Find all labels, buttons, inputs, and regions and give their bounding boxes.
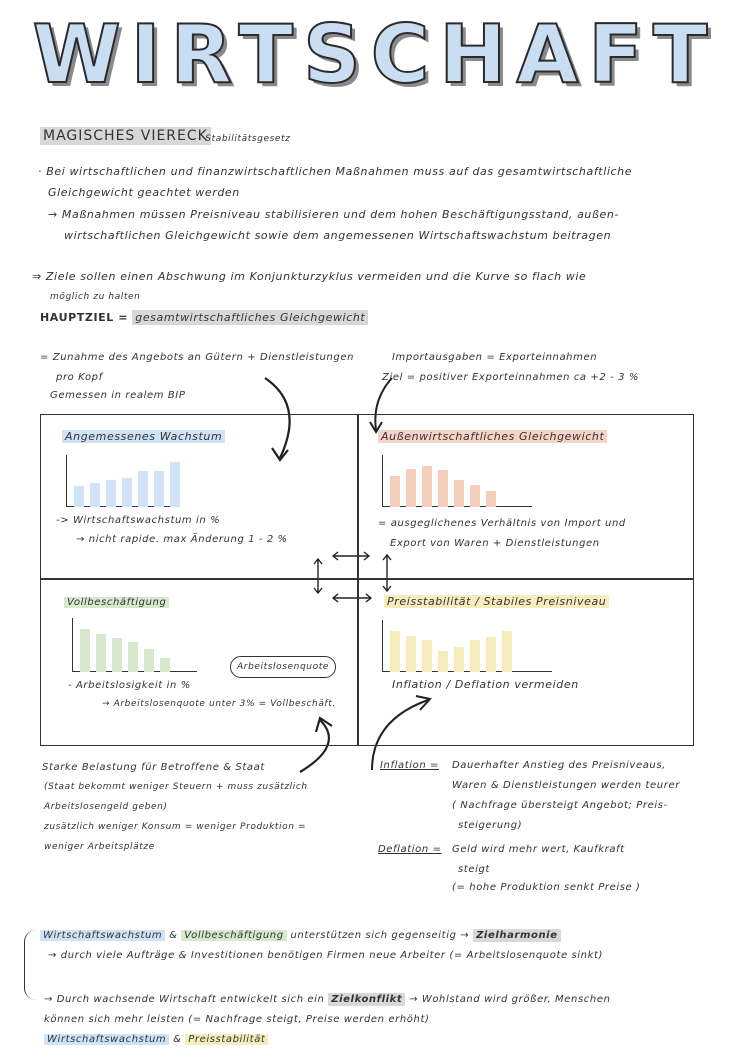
goal-harmony: Zielharmonie [473,929,561,942]
inflation-line: steigerung) [458,820,523,831]
chart-growth [66,455,176,507]
quadrant-line: Inflation / Deflation vermeiden [392,678,579,691]
quadrant-title-growth [62,430,225,443]
chart-bar [122,478,132,507]
quadrant-line: Export von Waren + Dienstleistungen [390,538,600,549]
grid-divider-horizontal [40,578,694,580]
ampersand: & [169,930,178,941]
quadrant-title-trade [378,430,607,443]
goal-conflict: Zielkonflikt [328,993,405,1006]
chart-bar [112,638,122,672]
chart-bar [406,469,416,507]
quadrant-title-text: Außenwirtschaftliches Gleichgewicht [378,430,607,443]
term-employment: Vollbeschäftigung [181,930,286,941]
trade-note: Importausgaben = Exporteinnahmen [392,352,598,363]
quadrant-title-employment [64,597,169,608]
term-growth: Wirtschaftswachstum [40,930,165,941]
bottom-line-5 [44,1034,268,1045]
intro-line: · Bei wirtschaftlichen und finanzwirtschaftlichen Maßnahmen muss auf das gesamtwirtschaftliche [38,165,633,178]
chart-bar [170,462,180,507]
growth-note: = Zunahme des Angebots an Gütern + Dienstleistungen [40,352,355,363]
chart-bar [138,471,148,507]
relation-text: unterstützen sich gegenseitig → [290,930,470,941]
chart-bar [422,640,432,672]
chart-bar [486,491,496,507]
bottom-line-4: können sich mehr leisten (= Nachfrage steigt, Preise werden erhöht) [44,1014,430,1025]
main-goal-label: HAUPTZIEL = [40,311,129,324]
effects-line: zusätzlich weniger Konsum = weniger Produktion = [44,822,307,832]
chart-axis-y [382,620,383,672]
deflation-line: (= hohe Produktion senkt Preise ) [452,882,641,893]
chart-employment [72,618,197,672]
bottom-line-3 [44,994,611,1005]
deflation-label: Deflation = [378,844,442,855]
deflation-line: steigt [458,864,490,875]
page-title: WIRTSCHAFT [32,8,718,101]
chart-bar [390,476,400,507]
chart-axis-y [72,618,73,672]
term-prices: Preisstabilität [185,1034,268,1045]
chart-bar [106,480,116,507]
quadrant-line: → nicht rapide. max Änderung 1 - 2 % [76,534,288,545]
chart-trade [382,455,532,507]
intro-line: wirtschaftlichen Gleichgewicht sowie dem angemessenen Wirtschaftswachstum beitragen [64,229,612,242]
chart-bar [502,631,512,672]
quadrant-line: - Arbeitslosigkeit in % [68,680,191,691]
chart-bar [390,631,400,672]
growth-note: Gemessen in realem BIP [50,390,186,401]
chart-bar [454,480,464,507]
speech-bubble [230,656,336,678]
deflation-line: Geld wird mehr wert, Kaufkraft [452,844,625,855]
quadrant-title-text: Angemessenes Wachstum [62,430,225,443]
quadrant-line: → Arbeitslosenquote unter 3% = Vollbeschäft. [102,699,336,709]
intro-line: Gleichgewicht geachtet werden [48,186,240,199]
effects-line: Arbeitslosengeld geben) [44,802,168,812]
growth-note: pro Kopf [56,372,103,383]
chart-bar [438,470,448,507]
chart-bar [80,629,90,672]
intro-line: → Maßnahmen müssen Preisniveau stabilisieren und dem hohen Beschäftigungsstand, außen- [48,208,620,221]
chart-axis-y [66,455,67,507]
effects-line: weniger Arbeitsplätze [44,842,155,852]
chart-bar [454,647,464,672]
goals-line: möglich zu halten [50,292,141,302]
chart-bar [422,466,432,507]
bottom-line-1 [40,930,561,941]
inflation-line: Waren & Dienstleistungen werden teurer [452,780,680,791]
quadrant-line: = ausgeglichenes Verhältnis von Import und [378,518,626,529]
ampersand: & [173,1034,182,1045]
inflation-line: ( Nachfrage übersteigt Angebot; Preis- [452,800,668,811]
inflation-label: Inflation = [380,760,440,771]
chart-axis-y [382,455,383,507]
chart-bar [470,640,480,672]
inflation-line: Dauerhafter Anstieg des Preisniveaus, [452,760,666,771]
bubble-text: Arbeitslosenquote [237,662,329,672]
chart-bar [96,634,106,672]
quadrant-title-text: Preisstabilität / Stabiles Preisniveau [384,595,609,608]
chart-bar [406,636,416,672]
chart-prices [382,620,552,672]
chart-bar [144,649,154,672]
grid-divider-vertical [357,414,359,746]
bracket-icon [24,930,39,1000]
main-goal-value: gesamtwirtschaftliches Gleichgewicht [132,310,368,325]
bottom-line-2: → durch viele Aufträge & Investitionen benötigen Firmen neue Arbeiter (= Arbeitslosenquote sinkt) [48,950,604,961]
goals-line: ⇒ Ziele sollen einen Abschwung im Konjunkturzyklus vermeiden und die Kurve so flach wie [32,270,587,283]
quadrant-title-prices [384,595,609,608]
trade-note: Ziel = positiver Exporteinnahmen ca +2 - 3 % [382,372,639,383]
chart-bar [74,486,84,507]
effects-line: Starke Belastung für Betroffene & Staat [42,762,265,773]
term-growth: Wirtschaftswachstum [44,1034,169,1045]
chart-bar [154,471,164,507]
chart-bar [470,485,480,507]
relation-text: → Durch wachsende Wirtschaft entwickelt sich ein [44,994,325,1005]
chart-bar [128,642,138,672]
quadrant-title-text: Vollbeschäftigung [64,597,169,608]
chart-bar [90,483,100,507]
quadrant-line: -> Wirtschaftswachstum in % [56,515,221,526]
chart-bar [486,637,496,672]
effects-line: (Staat bekommt weniger Steuern + muss zusätzlich [44,782,308,792]
heading-note: - Stabilitätsgesetz [198,134,291,144]
heading-label: MAGISCHES VIERECK [40,127,211,145]
relation-text: → Wohlstand wird größer, Menschen [409,994,611,1005]
chart-bar [160,658,170,672]
chart-bar [438,651,448,672]
